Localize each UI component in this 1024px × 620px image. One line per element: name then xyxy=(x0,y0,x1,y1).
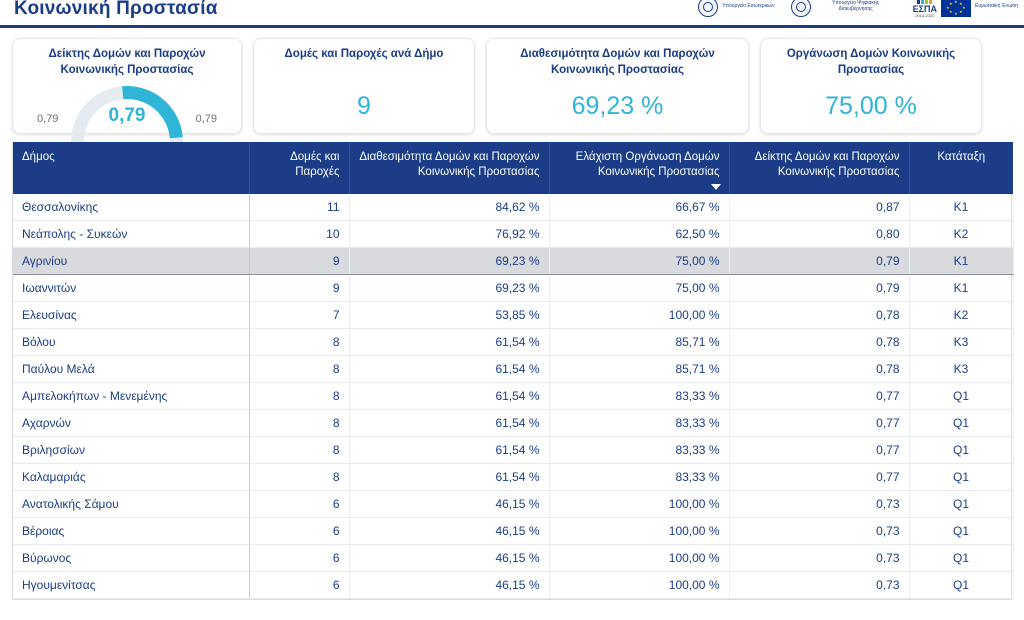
cell-domes: 7 xyxy=(249,302,349,329)
cell-elaxisti-organosi: 62,50 % xyxy=(549,221,729,248)
cell-katataxi: Q1 xyxy=(909,437,1013,464)
cell-katataxi: K2 xyxy=(909,221,1013,248)
cell-katataxi: Q1 xyxy=(909,464,1013,491)
cell-deiktis: 0,73 xyxy=(729,545,909,572)
column-header-elaxisti-organosi[interactable] xyxy=(549,142,729,194)
cell-katataxi: K3 xyxy=(909,356,1013,383)
cell-domes: 11 xyxy=(249,194,349,221)
cell-diathesimotita: 69,23 % xyxy=(349,275,549,302)
cell-katataxi: K1 xyxy=(909,248,1013,275)
cell-dimos: Βύρωνος xyxy=(13,545,249,572)
table-row[interactable] xyxy=(13,329,1013,356)
cell-dimos: Αμπελοκήπων - Μενεμένης xyxy=(13,383,249,410)
cell-elaxisti-organosi: 83,33 % xyxy=(549,464,729,491)
kpi-title: Οργάνωση Δομών Κοινωνικής Προστασίας xyxy=(786,48,956,76)
gauge-max-label: 0,79 xyxy=(195,113,217,125)
cell-dimos: Ιωαννιτών xyxy=(13,275,249,302)
cell-elaxisti-organosi: 85,71 % xyxy=(549,356,729,383)
ministry-interior-seal-icon xyxy=(698,0,718,17)
data-table-container xyxy=(12,142,1012,600)
header-logos xyxy=(698,0,1018,18)
table-row[interactable] xyxy=(13,194,1013,221)
cell-diathesimotita: 46,15 % xyxy=(349,491,549,518)
cell-dimos: Θεσσαλονίκης xyxy=(13,194,249,221)
cell-katataxi: K2 xyxy=(909,302,1013,329)
cell-elaxisti-organosi: 100,00 % xyxy=(549,518,729,545)
cell-domes: 8 xyxy=(249,464,349,491)
cell-domes: 8 xyxy=(249,410,349,437)
cell-deiktis: 0,78 xyxy=(729,302,909,329)
ministry-digital-governance-caption: Υπουργείο Ψηφιακής Διακυβέρνησης xyxy=(832,0,880,12)
cell-dimos: Βόλου xyxy=(13,329,249,356)
espa-mark xyxy=(913,0,937,18)
cell-katataxi: K1 xyxy=(909,194,1013,221)
cell-diathesimotita: 46,15 % xyxy=(349,545,549,572)
cell-diathesimotita: 61,54 % xyxy=(349,464,549,491)
cell-domes: 10 xyxy=(249,221,349,248)
ministry-interior-logo xyxy=(698,0,774,17)
cell-katataxi: Q1 xyxy=(909,383,1013,410)
cell-deiktis: 0,87 xyxy=(729,194,909,221)
cell-dimos: Νεάπολης - Συκεών xyxy=(13,221,249,248)
cell-katataxi: Q1 xyxy=(909,545,1013,572)
cell-dimos: Παύλου Μελά xyxy=(13,356,249,383)
page-title: Κοινωνική Προστασία xyxy=(14,0,218,19)
cell-diathesimotita: 46,15 % xyxy=(349,518,549,545)
table-row[interactable] xyxy=(13,491,1013,518)
cell-elaxisti-organosi: 75,00 % xyxy=(549,275,729,302)
table-row[interactable] xyxy=(13,221,1013,248)
cell-elaxisti-organosi: 85,71 % xyxy=(549,329,729,356)
cell-elaxisti-organosi: 100,00 % xyxy=(549,545,729,572)
table-row[interactable] xyxy=(13,545,1013,572)
cell-diathesimotita: 61,54 % xyxy=(349,356,549,383)
cell-diathesimotita: 53,85 % xyxy=(349,302,549,329)
cell-domes: 6 xyxy=(249,518,349,545)
table-header-row xyxy=(13,142,1013,194)
column-header-katataxi[interactable]: Κατάταξη xyxy=(909,142,1013,194)
cell-domes: 8 xyxy=(249,329,349,356)
cell-domes: 8 xyxy=(249,383,349,410)
cell-domes: 8 xyxy=(249,437,349,464)
cell-domes: 9 xyxy=(249,248,349,275)
cell-elaxisti-organosi: 83,33 % xyxy=(549,383,729,410)
eu-flag-icon: ★ ★ ★ ★ ★ ★ ★ ★ xyxy=(941,0,971,17)
cell-deiktis: 0,80 xyxy=(729,221,909,248)
espa-logo xyxy=(913,0,1018,18)
cell-diathesimotita: 76,92 % xyxy=(349,221,549,248)
cell-elaxisti-organosi: 75,00 % xyxy=(549,248,729,275)
cell-diathesimotita: 84,62 % xyxy=(349,194,549,221)
cell-deiktis: 0,77 xyxy=(729,437,909,464)
cell-dimos: Καλαμαριάς xyxy=(13,464,249,491)
gauge-value: 0,79 xyxy=(108,105,146,126)
table-row[interactable] xyxy=(13,356,1013,383)
cell-domes: 8 xyxy=(249,356,349,383)
cell-domes: 6 xyxy=(249,491,349,518)
espa-period: 2014-2020 xyxy=(915,13,935,18)
cell-deiktis: 0,73 xyxy=(729,491,909,518)
cell-elaxisti-organosi: 100,00 % xyxy=(549,302,729,329)
cell-diathesimotita: 46,15 % xyxy=(349,572,549,599)
gauge-chart xyxy=(33,82,221,127)
column-header-diathesimotita[interactable]: Διαθεσιμότητα Δομών και Παροχών Κοινωνικής Προστασίας xyxy=(349,142,549,194)
table-row[interactable] xyxy=(13,464,1013,491)
cell-dimos: Βριλησσίων xyxy=(13,437,249,464)
cell-elaxisti-organosi: 83,33 % xyxy=(549,410,729,437)
kpi-card-organosi[interactable] xyxy=(760,38,982,134)
cell-dimos: Βέροιας xyxy=(13,518,249,545)
ministry-interior-caption: Υπουργείο Εσωτερικών xyxy=(722,3,775,10)
table-row[interactable] xyxy=(13,410,1013,437)
table-row[interactable] xyxy=(13,437,1013,464)
gauge-min-label: 0,79 xyxy=(37,113,59,125)
table-row[interactable] xyxy=(13,302,1013,329)
cell-domes: 9 xyxy=(249,275,349,302)
kpi-card-diathesimotita[interactable] xyxy=(486,38,749,134)
cell-diathesimotita: 69,23 % xyxy=(349,248,549,275)
cell-katataxi: K1 xyxy=(909,275,1013,302)
table-header xyxy=(13,142,1013,194)
cell-domes: 6 xyxy=(249,545,349,572)
cell-deiktis: 0,73 xyxy=(729,572,909,599)
cell-dimos: Ελευσίνας xyxy=(13,302,249,329)
cell-dimos: Ανατολικής Σάμου xyxy=(13,491,249,518)
cell-diathesimotita: 61,54 % xyxy=(349,410,549,437)
cell-diathesimotita: 61,54 % xyxy=(349,437,549,464)
cell-diathesimotita: 61,54 % xyxy=(349,383,549,410)
sort-descending-icon xyxy=(711,184,721,190)
kpi-value: 9 xyxy=(357,92,371,120)
column-header-label: Ελάχιστη Οργάνωση Δομών Κοινωνικής Προστασίας xyxy=(575,151,720,178)
kpi-card-deiktis-domon[interactable] xyxy=(12,38,242,134)
cell-domes: 6 xyxy=(249,572,349,599)
table-row[interactable] xyxy=(13,572,1013,599)
kpi-value: 69,23 % xyxy=(571,92,664,120)
page-header xyxy=(0,0,1024,28)
kpi-card-domes-ana-dimo[interactable] xyxy=(253,38,475,134)
eu-caption: Ευρωπαϊκή Ένωση xyxy=(975,3,1018,10)
cell-deiktis: 0,77 xyxy=(729,464,909,491)
ministry-digital-governance-logo xyxy=(791,0,897,17)
municipalities-table xyxy=(13,142,1014,599)
kpi-title: Διαθεσιμότητα Δομών και Παροχών Κοινωνικής Προστασίας xyxy=(520,48,715,76)
cell-dimos: Ηγουμενίτσας xyxy=(13,572,249,599)
column-header-dimos[interactable]: Δήμος xyxy=(13,142,249,194)
table-row[interactable] xyxy=(13,383,1013,410)
cell-katataxi: Q1 xyxy=(909,518,1013,545)
column-header-deiktis[interactable]: Δείκτης Δομών και Παροχών Κοινωνικής Προστασίας xyxy=(729,142,909,194)
cell-dimos: Αχαρνών xyxy=(13,410,249,437)
kpi-value: 75,00 % xyxy=(825,92,917,120)
table-row[interactable] xyxy=(13,275,1013,302)
table-row[interactable] xyxy=(13,518,1013,545)
cell-deiktis: 0,73 xyxy=(729,518,909,545)
cell-deiktis: 0,79 xyxy=(729,248,909,275)
cell-elaxisti-organosi: 100,00 % xyxy=(549,491,729,518)
cell-deiktis: 0,78 xyxy=(729,356,909,383)
cell-elaxisti-organosi: 83,33 % xyxy=(549,437,729,464)
ministry-digital-governance-seal-icon xyxy=(791,0,811,17)
cell-katataxi: K3 xyxy=(909,329,1013,356)
cell-diathesimotita: 61,54 % xyxy=(349,329,549,356)
cell-deiktis: 0,77 xyxy=(729,383,909,410)
cell-katataxi: Q1 xyxy=(909,572,1013,599)
cell-deiktis: 0,79 xyxy=(729,275,909,302)
cell-dimos: Αγρινίου xyxy=(13,248,249,275)
table-row[interactable] xyxy=(13,248,1013,275)
cell-deiktis: 0,78 xyxy=(729,329,909,356)
kpi-title: Δείκτης Δομών και Παροχών Κοινωνικής Προστασίας xyxy=(48,48,206,76)
cell-katataxi: Q1 xyxy=(909,410,1013,437)
kpi-card-row xyxy=(0,28,1024,142)
cell-elaxisti-organosi: 100,00 % xyxy=(549,572,729,599)
cell-elaxisti-organosi: 66,67 % xyxy=(549,194,729,221)
espa-word: ΕΣΠΑ xyxy=(912,4,937,14)
table-body xyxy=(13,194,1013,599)
cell-katataxi: Q1 xyxy=(909,491,1013,518)
column-header-domes[interactable]: Δομές και Παροχές xyxy=(249,142,349,194)
cell-deiktis: 0,77 xyxy=(729,410,909,437)
kpi-title: Δομές και Παροχές ανά Δήμο xyxy=(284,48,444,60)
